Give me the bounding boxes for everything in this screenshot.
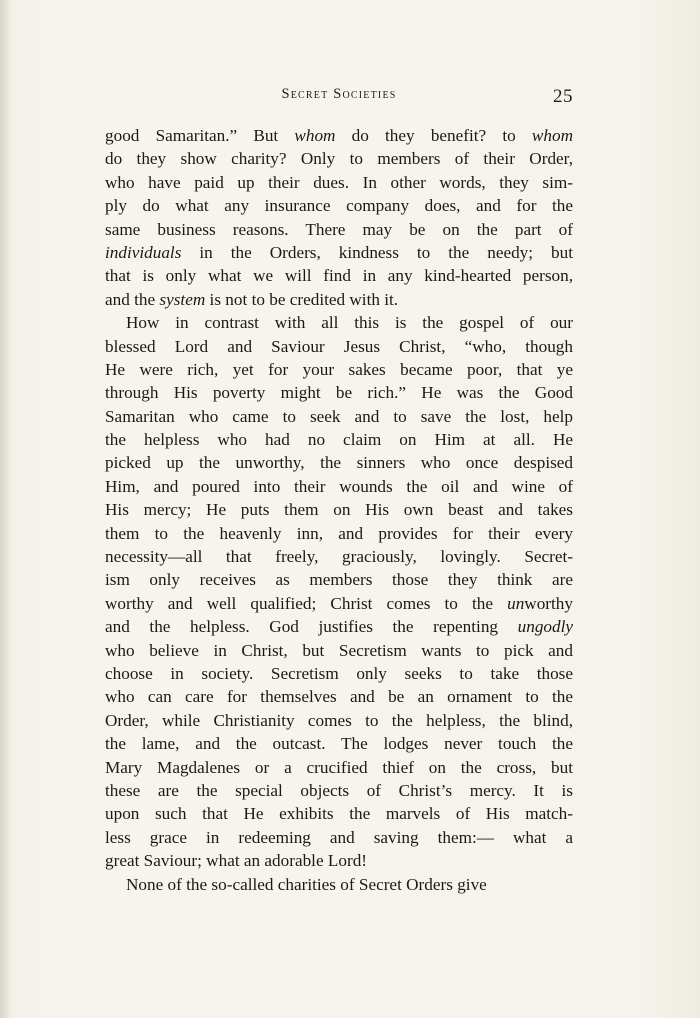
body-text	[105, 124, 573, 896]
running-head: Secret Societies	[281, 86, 397, 102]
text-line: great Saviour; what an adorable Lord!	[105, 851, 368, 871]
text-line: individuals in the Orders, kindness to the needy; but	[105, 242, 573, 262]
paragraph	[105, 873, 573, 896]
paragraph	[105, 311, 573, 872]
text-line: Mary Magdalenes or a crucified thief on the cross, but	[105, 757, 573, 777]
text-line: None of the so-called charities of Secret Orders give	[126, 874, 487, 894]
page-number: 25	[553, 86, 573, 107]
italic-emphasis: individuals	[105, 242, 182, 262]
italic-emphasis: whom	[294, 126, 336, 145]
paragraph	[105, 124, 573, 311]
page-header	[105, 86, 573, 110]
text-line: that is only what we will find in any kind-hearted person,	[105, 266, 573, 286]
text-line: Order, while Christianity comes to the helpless, the blind,	[105, 710, 573, 730]
text-line: the helpless who had no claim on Him at all. He	[105, 430, 573, 450]
text-line: who can care for themselves and be an ornament to the	[105, 687, 573, 707]
text-line: do they show charity? Only to members of their Order,	[105, 149, 573, 169]
text-line: blessed Lord and Saviour Jesus Christ, “who, though	[105, 336, 573, 356]
text-line: He were rich, yet for your sakes became poor, that ye	[105, 359, 573, 379]
italic-emphasis: whom	[531, 126, 573, 145]
text-line: them to the heavenly inn, and provides for their every	[105, 523, 573, 543]
text-line: His mercy; He puts them on His own beast and takes	[105, 500, 573, 520]
text-line: picked up the unworthy, the sinners who once despised	[105, 453, 573, 473]
text-line: necessity—all that freely, graciously, lovingly. Secret-	[105, 547, 573, 567]
text-line: Samaritan who came to seek and to save the lost, help	[105, 406, 573, 426]
text-line: through His poverty might be rich.” He was the Good	[105, 383, 573, 403]
text-line: Him, and poured into their wounds the oil and wine of	[105, 476, 573, 496]
italic-emphasis: ungodly	[517, 617, 573, 637]
text-line: worthy and well qualified; Christ comes to the unworthy	[105, 593, 573, 613]
text-line: who have paid up their dues. In other words, they sim-	[105, 172, 573, 192]
text-line: and the system is not to be credited with it.	[105, 289, 399, 309]
italic-emphasis: system	[159, 289, 206, 309]
text-line: and the helpless. God justifies the repenting ungodly	[105, 617, 573, 637]
text-line: upon such that He exhibits the marvels of His match-	[105, 804, 573, 824]
italic-emphasis: un	[507, 593, 525, 613]
text-line: the lame, and the outcast. The lodges never touch the	[105, 734, 573, 754]
text-line: ply do what any insurance company does, and for the	[105, 196, 573, 216]
text-line: ism only receives as members those they think are	[105, 570, 573, 590]
text-line: How in contrast with all this is the gospel of our	[126, 313, 573, 333]
text-line: good Samaritan.” But whom do they benefit? to whom	[105, 126, 573, 145]
text-line: choose in society. Secretism only seeks to take those	[105, 663, 573, 683]
text-line: who believe in Christ, but Secretism wants to pick and	[105, 640, 573, 660]
text-line: same business reasons. There may be on the part of	[105, 219, 573, 239]
text-line: these are the special objects of Christ’s mercy. It is	[105, 780, 573, 800]
gutter-shadow	[0, 0, 10, 1018]
text-line: less grace in redeeming and saving them:— what a	[105, 827, 573, 847]
